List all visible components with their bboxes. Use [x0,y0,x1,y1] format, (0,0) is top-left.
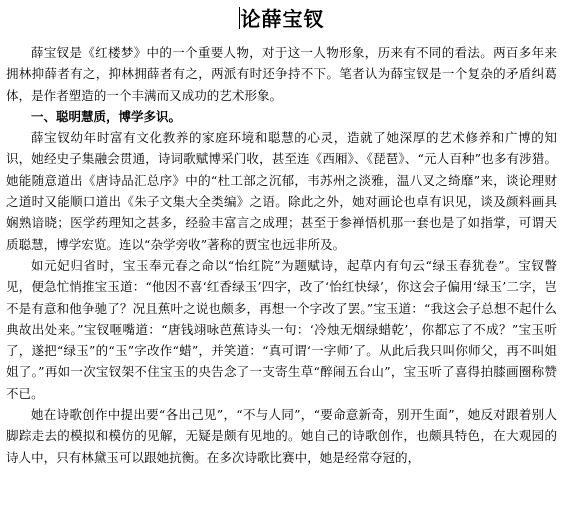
paragraph-poem-example: 如元妃归省时，宝玉奉元春之命以“怡红院”为题赋诗，起草内有句云“绿玉春犹卷”。宝钗瞥见，便急忙悄推宝玉道：“他因不喜‘红香绿玉’四字，改了‘怡红快绿’，你这会子偏用‘绿玉’二字，岂不是有意和他争驰了？况且蕉叶之说也颇多，再想一个字改了罢。”宝玉道：“我这会子总想不起什么典故出处来。”宝钗咂嘴道：“唐钱翊咏芭蕉诗头一句：‘冷烛无烟绿蜡乾’，你都忘了不成？”宝玉听了，遂把“绿玉”的“玉”字改作“蜡”，并笑道：“真可谓‘一字师’了。从此后我只叫你师父，再不叫姐姐了。”再如一次宝钗架不住宝玉的央告念了一支寄生草“醉闹五台山”，宝玉听了喜得拍膝画圈称赞不已。 [6,257,557,401]
page-title: 论薛宝钗 [240,7,325,31]
title-row [6,4,557,34]
paragraph-education: 薛宝钗幼年时富有文化教养的家庭环境和聪慧的心灵，造就了她深厚的艺术修养和广博的知识，她经史子集融会贯通，诗词歌赋博采门收，甚至连《西厢》、《琵琶》、“元人百种”也多有涉猎。她能随意道出《唐诗品汇总序》中的“杜工部之沉郁，韦苏州之淡雅，温八叉之绮靡”来，谈论理财之道时又能顺口道出《朱子文集大全类编》之语。除此之外，她对画论也卓有识见，谈及颜料画具娴熟谙晓；医学药理知之甚多，经验丰富言之成理；甚至于参禅悟机那一套也是了如指掌，可谓天质聪慧，博学宏览。连以“杂学旁收”著称的贾宝也远非所及。 [6,130,557,252]
document-body[interactable] [6,42,557,468]
paragraph-poetry-views: 她在诗歌创作中提出要“各出己见”，“不与人同”，“要命意新奇，别开生面”，她反对跟着别人脚踪走去的模拟和模仿的见解，无疑是颇有见地的。她自己的诗歌创作，也颇具特色，在大观园的诗人中，只有林黛玉可以跟她抗衡。在多次诗歌比赛中，她是经常夺冠的， [6,407,557,465]
section-heading: 一、聪明慧质，博学多识。 [31,108,182,124]
text-cursor [239,7,240,29]
paragraph-intro: 薛宝钗是《红楼梦》中的一个重要人物，对于这一人物形象，历来有不同的看法。两百多年来拥林抑薛者有之，抑林拥薛者有之，两派有时还争持不下。笔者认为薛宝钗是一个复杂的矛盾纠葛体，是作者塑造的一个丰满而又成功的艺术形象。 [6,45,557,103]
